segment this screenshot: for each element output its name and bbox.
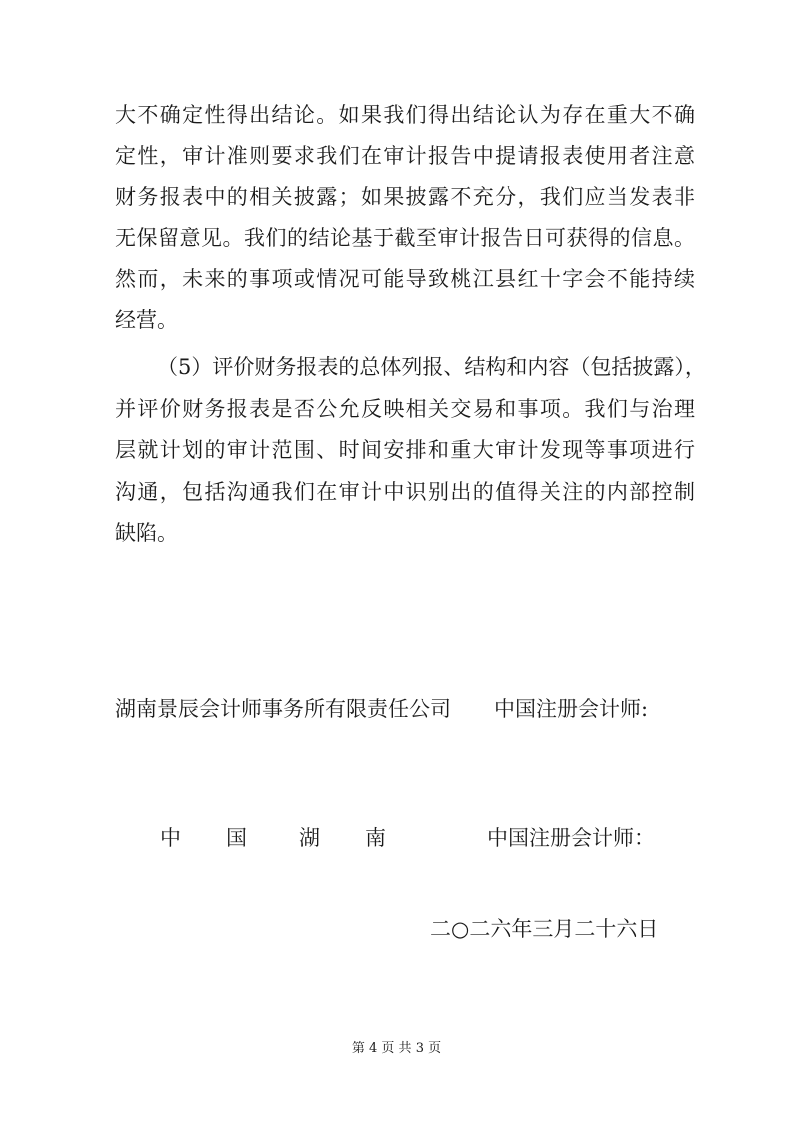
body-line-7: （5）评价财务报表的总体列报、结构和内容（包括披露）， xyxy=(157,355,706,379)
body-line-1: 大不确定性得出结论。如果我们得出结论认为存在重大不确 xyxy=(115,103,695,127)
body-line-3: 财务报表中的相关披露；如果披露不充分，我们应当发表非 xyxy=(115,185,695,209)
country: 中 国 xyxy=(160,826,248,850)
report-date: 二○二六年三月二十六日 xyxy=(430,917,659,941)
province: 湖 南 xyxy=(299,826,387,850)
body-line-4: 无保留意见。我们的结论基于截至审计报告日可获得的信息。 xyxy=(115,226,695,250)
cpa-label-1: 中国注册会计师: xyxy=(494,697,649,721)
body-line-9: 层就计划的审计范围、时间安排和重大审计发现等事项进行 xyxy=(115,438,695,462)
firm-name: 湖南景辰会计师事务所有限责任公司 xyxy=(115,697,451,721)
page-footer: 第 4 页 共 3 页 xyxy=(351,1041,442,1056)
cpa-label-2: 中国注册会计师： xyxy=(487,826,655,850)
body-line-11: 缺陷。 xyxy=(115,521,178,545)
body-line-5: 然而，未来的事项或情况可能导致桃江县红十字会不能持续 xyxy=(115,267,695,291)
body-line-2: 定性，审计准则要求我们在审计报告中提请报表使用者注意 xyxy=(115,144,695,168)
body-line-10: 沟通，包括沟通我们在审计中识别出的值得关注的内部控制 xyxy=(115,480,695,504)
body-line-8: 并评价财务报表是否公允反映相关交易和事项。我们与治理 xyxy=(115,397,695,421)
body-line-6: 经营。 xyxy=(115,308,178,332)
